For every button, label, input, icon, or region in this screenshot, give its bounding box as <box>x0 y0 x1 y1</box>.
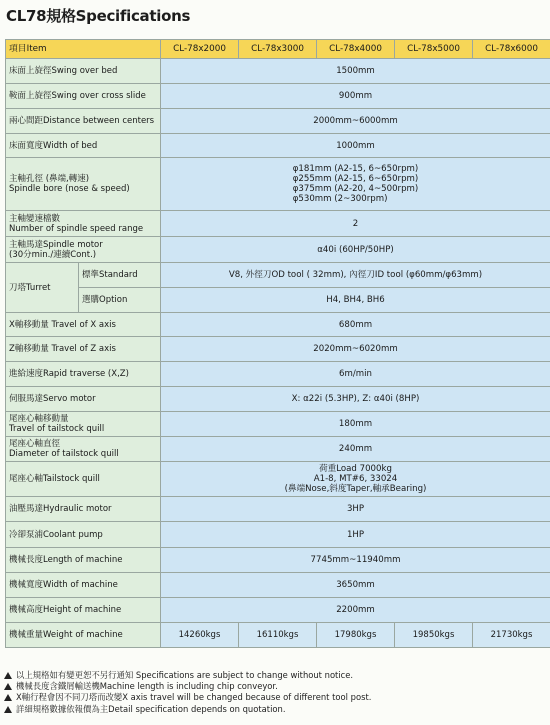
header-model: CL-78x6000 <box>473 40 550 59</box>
footnote <box>4 681 550 692</box>
label-line: 尾座心軸直徑 <box>9 439 61 449</box>
footnote-text: 詳細規格數據依報價為主Detail specification depends on quotation. <box>16 703 286 714</box>
weight-value: 14260kgs <box>161 623 239 648</box>
triangle-bullet-icon <box>4 706 12 713</box>
row-label: 尾座心軸Tailstock quill <box>6 462 161 497</box>
table-row <box>6 134 550 158</box>
footnote-text: X軸行程會因不同刀塔而改變X axis travel will be changed because of different tool post. <box>16 692 372 703</box>
row-value: 6m/min <box>161 362 550 387</box>
table-row <box>6 598 550 623</box>
row-label: 鞍面上旋徑Swing over cross slide <box>6 84 161 109</box>
value-line: A1-8, MT#6, 33024 <box>313 474 398 484</box>
table-row <box>6 237 550 263</box>
label-line: 主軸變速檔數 <box>9 213 61 224</box>
footnote-text: 機械長度含鐵屑輸送機Machine length is including chip conveyor. <box>16 681 278 692</box>
row-label: Z軸移動量 Travel of Z axis <box>6 337 161 362</box>
triangle-bullet-icon <box>4 694 12 701</box>
row-label: 冷卻泵浦Coolant pump <box>6 522 161 548</box>
value-line: 荷重Load 7000kg <box>319 464 392 474</box>
value-line: φ375mm (A2-20, 4~500rpm) <box>292 184 419 194</box>
table-row <box>6 288 550 313</box>
row-value: 1000mm <box>161 134 550 158</box>
label-line: Number of spindle speed range <box>9 223 144 234</box>
table-row <box>6 462 550 497</box>
table-row <box>6 263 550 288</box>
row-label: 床面上旋徑Swing over bed <box>6 59 161 84</box>
table-row <box>6 158 550 211</box>
label-line: 尾座心軸移動量 <box>9 414 69 424</box>
row-label: 床面寬度Width of bed <box>6 134 161 158</box>
table-row <box>6 59 550 84</box>
table-row <box>6 573 550 598</box>
table-row <box>6 109 550 134</box>
row-label: 機械重量Weight of machine <box>6 623 161 648</box>
weight-value: 17980kgs <box>317 623 395 648</box>
table-row <box>6 412 550 437</box>
row-label: X軸移動量 Travel of X axis <box>6 313 161 337</box>
row-label: 兩心間距Distance between centers <box>6 109 161 134</box>
footnote <box>4 692 550 703</box>
row-label: 伺服馬達Servo motor <box>6 387 161 412</box>
row-value: 7745mm~11940mm <box>161 548 550 573</box>
row-label <box>6 237 161 263</box>
label-line: 主軸孔徑 (鼻端,轉速) <box>9 174 90 184</box>
weight-value: 16110kgs <box>239 623 317 648</box>
table-row <box>6 84 550 109</box>
turret-label: 刀塔Turret <box>6 263 79 313</box>
table-row <box>6 211 550 237</box>
row-value: 2020mm~6020mm <box>161 337 550 362</box>
value-line: φ530mm (2~300rpm) <box>292 194 388 204</box>
row-label <box>6 437 161 462</box>
turret-standard-value: V8, 外徑刀OD tool ( 32mm), 內徑刀ID tool (φ60mm/φ63mm) <box>161 263 550 288</box>
row-value: 3HP <box>161 497 550 522</box>
table-row <box>6 497 550 522</box>
footnotes <box>4 670 550 715</box>
header-item: 項目Item <box>6 40 161 59</box>
table-row <box>6 387 550 412</box>
table-row <box>6 313 550 337</box>
footnote <box>4 670 550 681</box>
label-line: Travel of tailstock quill <box>9 424 105 434</box>
row-value: 2 <box>161 211 550 237</box>
turret-option-value: H4, BH4, BH6 <box>161 288 550 313</box>
row-label: 機械高度Height of machine <box>6 598 161 623</box>
row-label: 機械寬度Width of machine <box>6 573 161 598</box>
table-row <box>6 548 550 573</box>
row-label <box>6 412 161 437</box>
row-value <box>161 158 550 211</box>
weight-value: 21730kgs <box>473 623 550 648</box>
row-value: α40i (60HP/50HP) <box>161 237 550 263</box>
row-value: 1HP <box>161 522 550 548</box>
turret-standard-label: 標準Standard <box>79 263 161 288</box>
row-value: 3650mm <box>161 573 550 598</box>
footnote <box>4 704 550 715</box>
row-value: X: α22i (5.3HP), Z: α40i (8HP) <box>161 387 550 412</box>
triangle-bullet-icon <box>4 683 12 690</box>
value-line: φ255mm (A2-15, 6~650rpm) <box>292 174 419 184</box>
row-label <box>6 211 161 237</box>
row-value: 2200mm <box>161 598 550 623</box>
specifications-table <box>5 39 550 648</box>
row-value: 180mm <box>161 412 550 437</box>
label-line: Diameter of tailstock quill <box>9 449 119 459</box>
row-value: 1500mm <box>161 59 550 84</box>
turret-option-label: 選購Option <box>79 288 161 313</box>
table-row <box>6 362 550 387</box>
row-value <box>161 462 550 497</box>
row-value: 900mm <box>161 84 550 109</box>
row-label: 進給速度Rapid traverse (X,Z) <box>6 362 161 387</box>
label-line: Spindle bore (nose & speed) <box>9 184 130 194</box>
label-line: (30分min./連續Cont.) <box>9 249 97 260</box>
row-value: 240mm <box>161 437 550 462</box>
row-label: 油壓馬達Hydraulic motor <box>6 497 161 522</box>
table-header-row <box>6 40 550 59</box>
header-model: CL-78x4000 <box>317 40 395 59</box>
value-line: φ181mm (A2-15, 6~650rpm) <box>292 164 419 174</box>
label-line: 主軸馬達Spindle motor <box>9 239 103 250</box>
page-title: CL78規格Specifications <box>6 7 191 25</box>
triangle-bullet-icon <box>4 672 12 679</box>
table-row <box>6 437 550 462</box>
header-model: CL-78x3000 <box>239 40 317 59</box>
footnote-text: 以上規格如有變更恕不另行通知 Specifications are subject to change without notice. <box>16 670 354 680</box>
table-row <box>6 337 550 362</box>
header-model: CL-78x5000 <box>395 40 473 59</box>
value-line: (鼻端Nose,斜度Taper,軸承Bearing) <box>284 484 427 494</box>
row-value: 680mm <box>161 313 550 337</box>
table-row <box>6 522 550 548</box>
row-label: 機械長度Length of machine <box>6 548 161 573</box>
row-label <box>6 158 161 211</box>
weight-value: 19850kgs <box>395 623 473 648</box>
table-row <box>6 623 550 648</box>
header-model: CL-78x2000 <box>161 40 239 59</box>
row-value: 2000mm~6000mm <box>161 109 550 134</box>
